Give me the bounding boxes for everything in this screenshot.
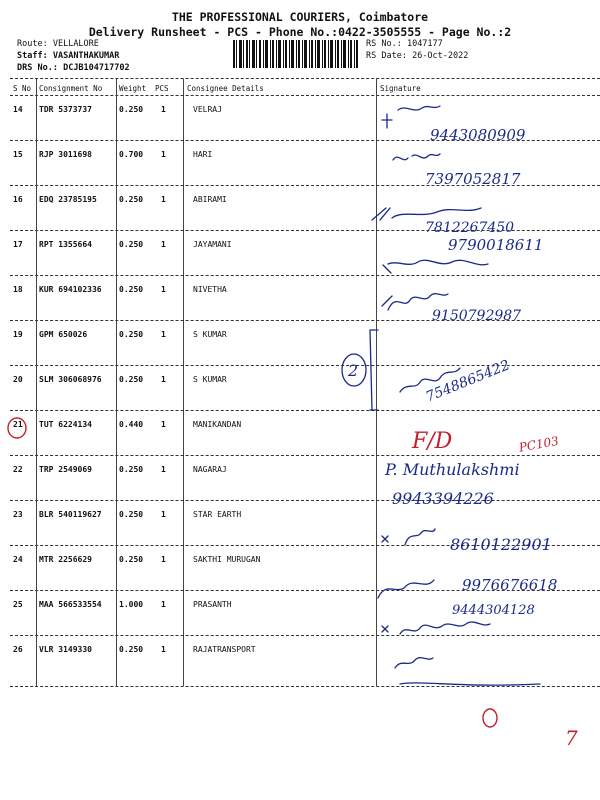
col-header-consignment: Consignment No (39, 84, 103, 93)
sno-cell: 14 (13, 105, 23, 114)
sno-cell: 26 (13, 645, 23, 654)
signature-scribble (372, 208, 481, 220)
signature-scribble (393, 154, 440, 160)
signature-scribble (383, 260, 488, 273)
weight-cell: 0.250 (119, 465, 144, 474)
bracket-mark-number: 2 (348, 361, 359, 380)
weight-cell: 0.250 (119, 195, 144, 204)
consignment-cell: RPT 1355664 (39, 240, 92, 249)
consignment-cell: MAA 566533554 (39, 600, 102, 609)
pcs-cell: 1 (161, 285, 166, 294)
pcs-cell: 1 (161, 645, 166, 654)
pcs-cell: 1 (161, 510, 166, 519)
consignment-cell: VLR 3149330 (39, 645, 92, 654)
rs-date-value: 26-Oct-2022 (412, 51, 469, 61)
consignment-cell: SLM 306068976 (39, 375, 102, 384)
consignee-cell: VELRAJ (193, 105, 222, 114)
signature-phone-15: 7397052817 (425, 170, 521, 188)
sno-cell: 17 (13, 240, 23, 249)
signature-phone-24: 9976676618 (462, 576, 558, 594)
col-header-signature: Signature (380, 84, 421, 93)
sno-cell: 20 (13, 375, 23, 384)
drs-label: DRS No.: (17, 63, 58, 73)
consignment-cell: TRP 2549069 (39, 465, 92, 474)
document-subtitle: Delivery Runsheet - PCS - Phone No.:0422-3505555 - Page No.:2 (88, 25, 512, 39)
consignment-cell: GPM 650026 (39, 330, 88, 339)
sno-cell: 25 (13, 600, 23, 609)
weight-cell: 0.250 (119, 645, 144, 654)
pcs-cell: 1 (161, 105, 166, 114)
consignment-cell: EDQ 23785195 (39, 195, 97, 204)
signature-phone-22: 9943394226 (392, 489, 494, 508)
signature-scribble (382, 529, 435, 545)
signature-phone-18: 9150792987 (432, 308, 522, 324)
weight-cell: 0.700 (119, 150, 144, 159)
weight-cell: 0.250 (119, 330, 144, 339)
weight-cell: 0.440 (119, 420, 144, 429)
weight-cell: 0.250 (119, 285, 144, 294)
col-header-consignee: Consignee Details (187, 84, 264, 93)
footer-mark: 7 (565, 726, 578, 750)
signature-scribble (395, 658, 540, 685)
rs-no-value: 1047177 (406, 39, 443, 49)
consignee-cell: S KUMAR (193, 330, 227, 339)
pcs-cell: 1 (161, 420, 166, 429)
sno-cell: 23 (13, 510, 23, 519)
consignee-cell: S KUMAR (193, 375, 227, 384)
col-header-weight: Weight (119, 84, 147, 93)
weight-cell: 0.250 (119, 555, 144, 564)
pcs-cell: 1 (161, 465, 166, 474)
weight-cell: 0.250 (119, 375, 144, 384)
route-label: Route: (17, 39, 48, 49)
consignment-cell: BLR 540119627 (39, 510, 102, 519)
signature-scribble (382, 106, 440, 128)
consignee-cell: PRASANTH (193, 600, 232, 609)
sno-cell: 16 (13, 195, 23, 204)
staff-value: VASANTHAKUMAR (52, 51, 120, 61)
consignee-cell: NAGARAJ (193, 465, 227, 474)
drs-value: DCJB104717702 (63, 63, 130, 73)
sno-cell: 24 (13, 555, 23, 564)
rs-no-label: RS No.: (366, 39, 402, 49)
consignee-cell: ABIRAMI (193, 195, 227, 204)
sno-cell: 19 (13, 330, 23, 339)
signature-phone-23: 8610122901 (450, 535, 552, 554)
signature-phone-17: 9790018611 (448, 236, 544, 254)
consignment-cell: TUT 6224134 (39, 420, 92, 429)
delivery-code: PC103 (517, 433, 560, 455)
pcs-cell: 1 (161, 150, 166, 159)
signature-phone-16: 7812267450 (425, 220, 515, 236)
weight-cell: 0.250 (119, 510, 144, 519)
consignee-cell: STAR EARTH (193, 510, 242, 519)
consignment-cell: RJP 3011698 (39, 150, 92, 159)
signature-phone-25: 9444304128 (452, 603, 535, 618)
weight-cell: 0.250 (119, 105, 144, 114)
bracket-mark (370, 330, 378, 410)
consignee-cell: RAJATRANSPORT (193, 645, 256, 654)
col-header-pcs: PCS (155, 84, 169, 93)
consignment-cell: KUR 694102336 (39, 285, 102, 294)
pcs-cell: 1 (161, 195, 166, 204)
consignment-cell: TDR 5373737 (39, 105, 92, 114)
consignee-cell: JAYAMANI (193, 240, 232, 249)
consignee-cell: SAKTHI MURUGAN (193, 555, 261, 564)
pcs-cell: 1 (161, 375, 166, 384)
rs-date-label: RS Date: (366, 51, 407, 61)
sno-cell: 21 (13, 420, 23, 429)
red-circle-mark (483, 709, 497, 727)
weight-cell: 1.000 (119, 600, 144, 609)
pcs-cell: 1 (161, 555, 166, 564)
signature-phone-19: 7548865422 (423, 357, 513, 406)
sno-cell: 15 (13, 150, 23, 159)
route-value: VELLALORE (52, 39, 99, 49)
pcs-cell: 1 (161, 330, 166, 339)
consignee-cell: MANIKANDAN (193, 420, 242, 429)
delivery-note: F/D (412, 429, 453, 454)
pcs-cell: 1 (161, 600, 166, 609)
consignee-cell: NIVETHA (193, 285, 227, 294)
weight-cell: 0.250 (119, 240, 144, 249)
consignee-cell: HARI (193, 150, 213, 159)
document-title: THE PROFESSIONAL COURIERS, Coimbatore (171, 10, 429, 24)
consignment-cell: MTR 2256629 (39, 555, 92, 564)
signature-scribble (382, 622, 490, 634)
pcs-cell: 1 (161, 240, 166, 249)
signature-phone-14: 9443080909 (430, 126, 526, 144)
sno-cell: 22 (13, 465, 23, 474)
signature-scribble (378, 580, 434, 598)
signature-name-22: P. Muthulakshmi (385, 460, 520, 479)
sno-cell: 18 (13, 285, 23, 294)
red-circle-mark (8, 418, 26, 438)
col-header-sno: S No (13, 84, 32, 93)
staff-label: Staff: (17, 51, 48, 61)
